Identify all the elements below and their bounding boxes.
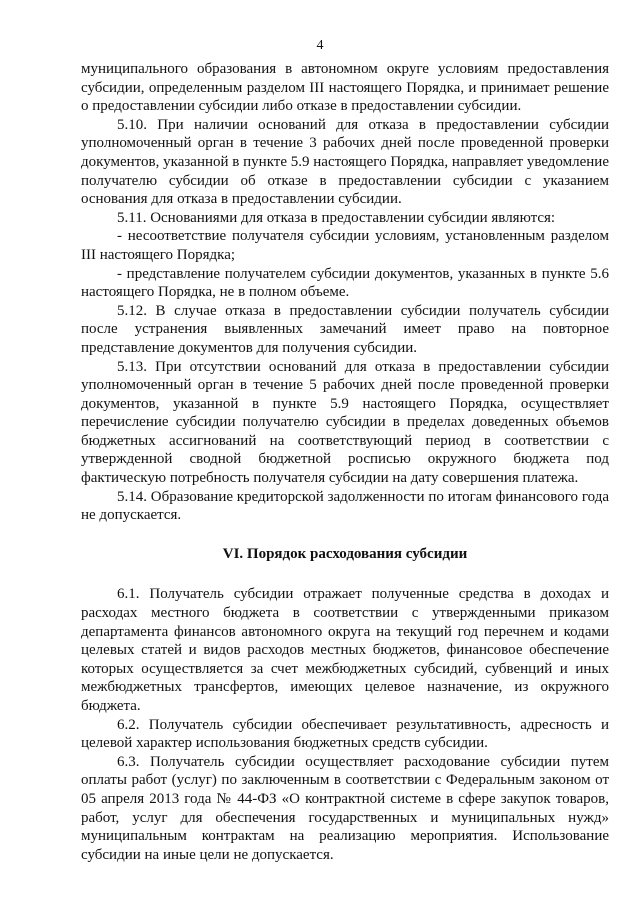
page-number: 4	[316, 38, 324, 53]
paragraph: 6.2. Получатель субсидии обеспечивает результативность, адресность и целевой характер использования бюджетных средств субсидии.	[81, 716, 609, 752]
section-heading: VI. Порядок расходования субсидии	[222, 545, 468, 562]
paragraph: - представление получателем субсидии документов, указанных в пункте 5.6 настоящего Порядка, не в полном объеме.	[81, 265, 609, 301]
paragraph: 6.3. Получатель субсидии осуществляет расходование субсидии путем оплаты работ (услуг) по заключенным в соответствии с Федеральным законом от 05 апреля 2013 года № 44-ФЗ «О контрактной системе в сфере закупок товаров, работ, услуг для обеспечения государственных и муниципальных нужд» муниципальным контрактам на реализацию мероприятия. Использование субсидии на иные цели не допускается.	[81, 753, 609, 863]
paragraph: муниципального образования в автономном округе условиям предоставления субсидии, определенным разделом III настоящего Порядка, и принимает решение о предоставлении субсидии либо отказе в предоставлении субсидии.	[81, 61, 609, 115]
paragraph: - несоответствие получателя субсидии условиям, установленным разделом III настоящего Порядка;	[81, 228, 609, 263]
paragraph: 5.10. При наличии оснований для отказа в предоставлении субсидии уполномоченный орган в течение 3 рабочих дней после проведенной проверки документов, указанной в пункте 5.9 настоящего Порядка, направляет уведомление получателю субсидии об отказе в предоставлении субсидии с указанием основания для отказа в предоставлении субсидии.	[81, 116, 609, 208]
paragraph: 6.1. Получатель субсидии отражает полученные средства в доходах и расходах местного бюджета в соответствии с утвержденными приказом департамента финансов автономного округа на текущий год перечнем и кодами целевых статей и видов расходов местных бюджетов, финансовое обеспечение которых осуществляется за счет межбюджетных субсидий, субвенций и иных межбюджетных трансфертов, имеющих целевое назначение, из окружного бюджета.	[81, 586, 609, 714]
paragraph: 5.14. Образование кредиторской задолженности по итогам финансового года не допускается.	[81, 488, 609, 524]
document-body	[81, 60, 609, 864]
paragraphs-before	[81, 60, 609, 525]
paragraph: 5.11. Основаниями для отказа в предоставлении субсидии являются:	[117, 209, 556, 226]
paragraph: 5.13. При отсутствии оснований для отказа в предоставлении субсидии уполномоченный орган в течение 5 рабочих дней после проведенной проверки документов, указанной в пункте 5.9 настоящего Порядка, осуществляет перечисление субсидии получателю субсидии в пределах доведенных объемов бюджетных ассигнований на соответствующий период в соответствии с утвержденной сводной бюджетной росписью окружного бюджета под фактическую потребность получателя субсидии на дату совершения платежа.	[81, 358, 609, 487]
paragraph: 5.12. В случае отказа в предоставлении субсидии получатель субсидии после устранения выявленных замечаний имеет право на повторное представление документов для получения субсидии.	[81, 302, 609, 356]
paragraphs-after	[81, 585, 609, 864]
